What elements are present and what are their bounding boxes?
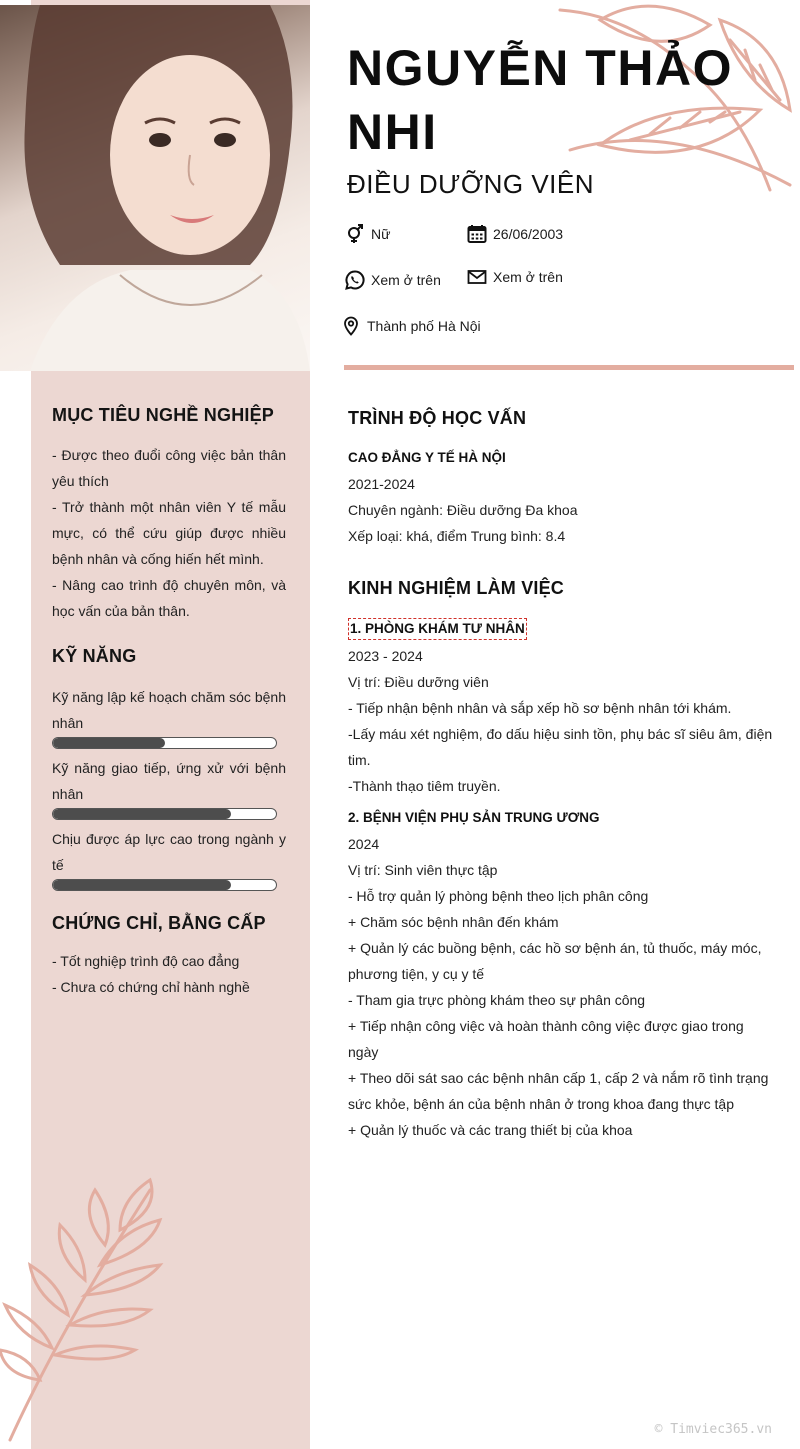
school-name: CAO ĐẲNG Y TẾ HÀ NỘI [348, 450, 506, 465]
job-duty: + Quản lý thuốc và các trang thiết bị của khoa [348, 1122, 633, 1138]
phone-info [345, 270, 441, 290]
skills-heading: KỸ NĂNG [52, 646, 137, 666]
job-duty: - Tiếp nhận bệnh nhân và sắp xếp hồ sơ bệnh nhân tới khám. [348, 700, 732, 716]
skills-list [52, 684, 286, 897]
education-heading: TRÌNH ĐỘ HỌC VẤN [348, 408, 527, 428]
gender-value: Nữ [371, 226, 391, 242]
email-value: Xem ở trên [493, 269, 563, 285]
job-duty: - Tham gia trực phòng khám theo sự phân công [348, 992, 646, 1008]
experience-heading: KINH NGHIỆM LÀM VIỆC [348, 578, 565, 598]
phone-value: Xem ở trên [371, 272, 441, 288]
address-value: Thành phố Hà Nội [367, 318, 481, 334]
candidate-name: NGUYỄN THẢO NHI [347, 40, 733, 160]
objective-line: - Trở thành một nhân viên Y tế mẫu mực, có thể cứu giúp được nhiều bệnh nhân và cống hiến hết mình. [52, 499, 286, 567]
skill-item [52, 755, 286, 820]
map-pin-icon [341, 316, 361, 336]
skill-bar-fill [53, 880, 231, 890]
job-period: 2024 [348, 836, 380, 852]
skill-item [52, 826, 286, 891]
job-duty: -Lấy máu xét nghiệm, đo dấu hiệu sinh tồn, phụ bác sĩ siêu âm, điện tim. [348, 726, 773, 768]
skill-bar [52, 737, 277, 749]
birthdate-value: 26/06/2003 [493, 226, 564, 242]
header-divider [344, 365, 794, 370]
objective-line: - Được theo đuổi công việc bản thân yêu thích [52, 447, 286, 489]
skill-name: Chịu được áp lực cao trong ngành y tế [52, 831, 286, 873]
skill-bar [52, 808, 277, 820]
education-period: 2021-2024 [348, 476, 415, 492]
education-block [348, 445, 773, 549]
job-duty: + Theo dõi sát sao các bệnh nhân cấp 1, cấp 2 và nắm rõ tình trạng sức khỏe, bệnh án của bệnh nhân ở trong khoa đang thực tập [348, 1070, 769, 1112]
skill-name: Kỹ năng lập kế hoạch chăm sóc bệnh nhân [52, 689, 286, 731]
gender-icon [345, 224, 365, 244]
job-duty: -Thành thạo tiêm truyền. [348, 778, 501, 794]
skill-bar [52, 879, 277, 891]
certificate-line: - Chưa có chứng chỉ hành nghề [52, 979, 250, 995]
skill-bar-fill [53, 738, 165, 748]
experience-block [348, 616, 773, 1143]
calendar-icon [467, 224, 487, 244]
job-position: Vị trí: Sinh viên thực tập [348, 862, 498, 878]
job-entry-1 [348, 616, 773, 643]
gender-info [345, 224, 390, 244]
address-info [341, 316, 481, 336]
job-duty: + Quản lý các buồng bệnh, các hồ sơ bệnh án, tủ thuốc, máy móc, phương tiện, y cụ y tế [348, 940, 762, 982]
job-duty: + Chăm sóc bệnh nhân đến khám [348, 914, 559, 930]
birthdate-info [467, 224, 563, 244]
job-duty: + Tiếp nhận công việc và hoàn thành công việc được giao trong ngày [348, 1018, 744, 1060]
objective-line: - Nâng cao trình độ chuyên môn, và học vấn của bản thân. [52, 577, 286, 619]
education-grade: Xếp loại: khá, điểm Trung bình: 8.4 [348, 528, 566, 544]
objective-heading: MỤC TIÊU NGHỀ NGHIỆP [52, 405, 275, 425]
certificate-line: - Tốt nghiệp trình độ cao đẳng [52, 953, 240, 969]
job-duty: - Hỗ trợ quản lý phòng bệnh theo lịch phân công [348, 888, 649, 904]
objective-text [52, 442, 286, 624]
job-period: 2023 - 2024 [348, 648, 423, 664]
profile-photo [0, 5, 310, 371]
envelope-icon [467, 267, 487, 287]
education-major: Chuyên ngành: Điều dưỡng Đa khoa [348, 502, 578, 518]
company-name: 1. PHÒNG KHÁM TƯ NHÂN [348, 618, 527, 640]
job-title: ĐIỀU DƯỠNG VIÊN [347, 169, 595, 199]
whatsapp-phone-icon [345, 270, 365, 290]
skill-item [52, 684, 286, 749]
watermark: © Timviec365.vn [654, 1422, 772, 1437]
job-position: Vị trí: Điều dưỡng viên [348, 674, 489, 690]
company-name: 2. BỆNH VIỆN PHỤ SẢN TRUNG ƯƠNG [348, 810, 600, 825]
email-info [467, 267, 563, 287]
certificates-text [52, 948, 286, 1000]
skill-name: Kỹ năng giao tiếp, ứng xử với bệnh nhân [52, 760, 286, 802]
certificates-heading: CHỨNG CHỈ, BẰNG CẤP [52, 913, 266, 933]
skill-bar-fill [53, 809, 231, 819]
